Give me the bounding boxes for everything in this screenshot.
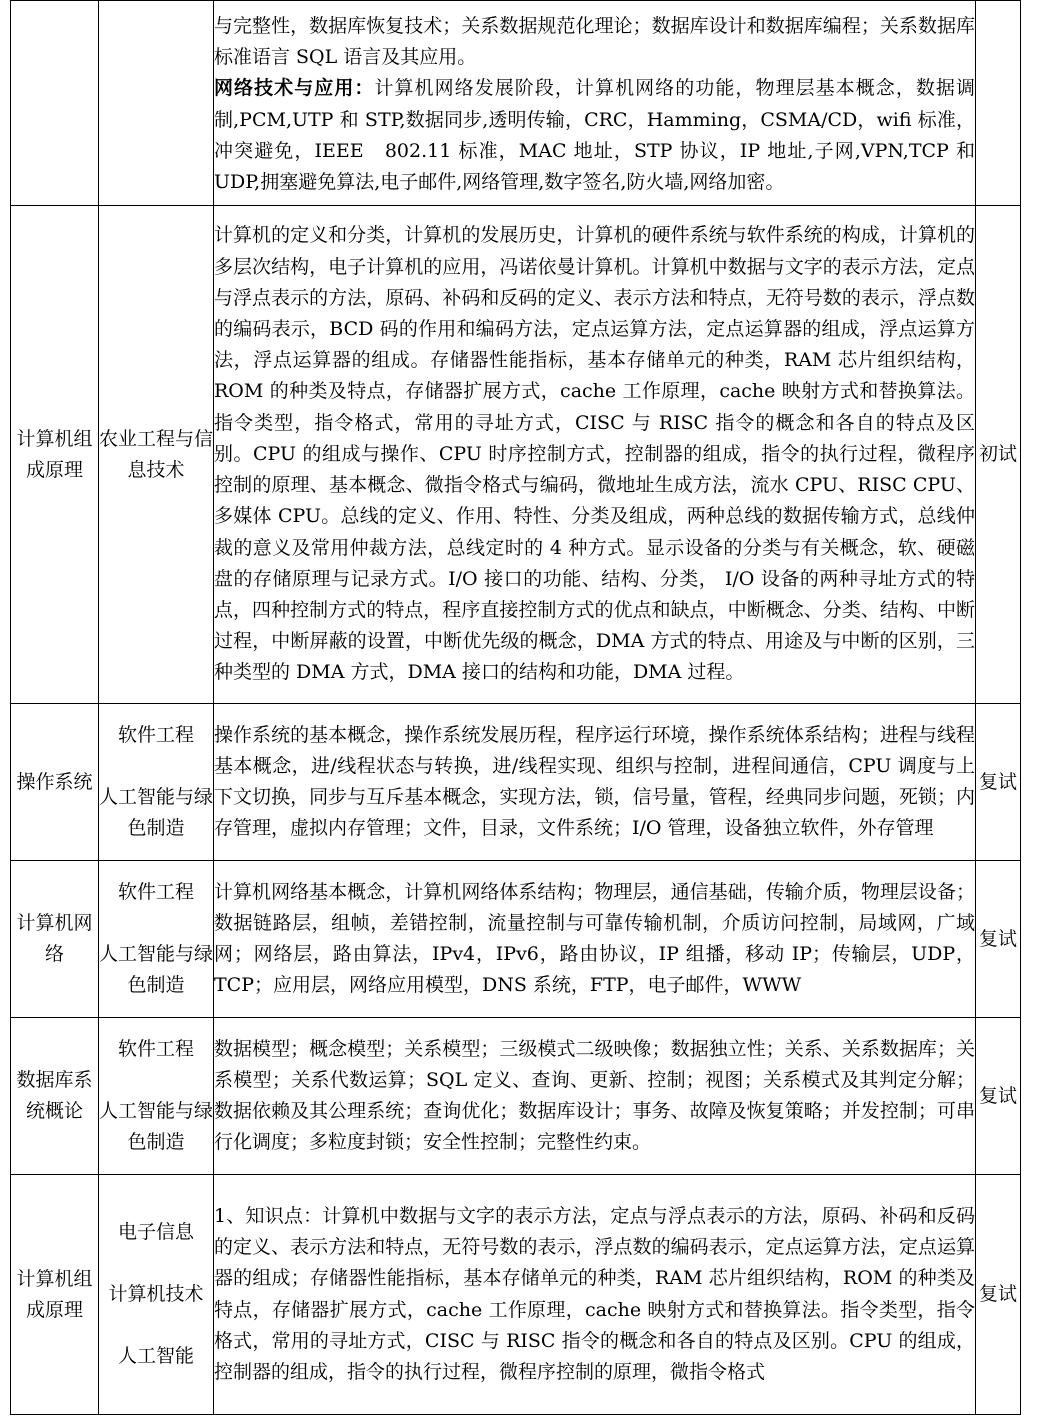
exam-cell [976, 704, 1021, 861]
major-name: 软件工程 [117, 724, 194, 746]
major-name: 计算机技术 [108, 1283, 204, 1305]
major-cell [99, 704, 214, 861]
course-name: 操作系统 [16, 770, 93, 793]
course-name: 计算机组成原理 [16, 427, 93, 481]
major-spacer [99, 908, 213, 939]
table-row [11, 704, 1021, 861]
content-text: 数据模型；概念模型；关系模型；三级模式二级映像；数据独立性；关系、关系数据库；关系模型；关系代数运算；SQL 定义、查询、更新、控制；视图；关系模式及其判定分解；数据依赖及其公理系统；查询优化；数据库设计；事务、故障及恢复策略；并发控制；可串行化调度；多粒度封锁；安全性控制；完整性约束。 [214, 1037, 975, 1154]
content-cell [214, 704, 976, 861]
content-cell [214, 1175, 976, 1415]
major-name: 农业工程与信息技术 [99, 427, 214, 481]
major-name: 人工智能与绿色制造 [99, 943, 214, 996]
major-name: 人工智能与绿色制造 [99, 1100, 214, 1153]
content-cell [214, 1018, 976, 1175]
course-cell [11, 1, 99, 206]
content-cell [214, 1, 976, 206]
major-name: 软件工程 [117, 1038, 194, 1060]
content-cell [214, 206, 976, 704]
major-name: 电子信息 [117, 1221, 194, 1243]
course-name: 计算机网络 [16, 912, 93, 965]
course-cell [11, 1175, 99, 1415]
content-paragraph [214, 73, 975, 198]
table-row [11, 1018, 1021, 1175]
exam-type: 复试 [978, 770, 1017, 793]
major-name: 软件工程 [117, 881, 194, 903]
major-spacer [99, 1310, 213, 1341]
major-cell [99, 1018, 214, 1175]
content-text: 计算机网络基本概念，计算机网络体系结构；物理层，通信基础，传输介质，物理层设备；数据链路层，组帧，差错控制，流量控制与可靠传输机制，介质访问控制，局域网，广域网；网络层，路由算法，IPv4，IPv6，路由协议，IP 组播，移动 IP；传输层，UDP，TCP；应用层，网络应用模型，DNS 系统，FTP，电子邮件，WWW [214, 880, 975, 997]
exam-cell [976, 1175, 1021, 1415]
table-row [11, 1, 1021, 206]
content-text: 计算机网络发展阶段，计算机网络的功能，物理层基本概念，数据调制,PCM,UTP 和 STP,数据同步,透明传输，CRC，Hamming，CSMA/CD，wifi 标准，冲突避免，IEEE 802.11 标准，MAC 地址，STP 协议，IP 地址,子网,VPN,TCP 和 UDP,拥塞避免算法,电子邮件,网络管理,数字签名,防火墙,网络加密。 [214, 77, 975, 193]
major-name: 人工智能与绿色制造 [99, 786, 214, 839]
major-spacer [99, 1065, 213, 1096]
major-cell [99, 206, 214, 704]
table-row [11, 206, 1021, 704]
content-text: 操作系统的基本概念，操作系统发展历程，程序运行环境，操作系统体系结构；进程与线程基本概念，进/线程状态与转换，进/线程实现、组织与控制，进程间通信，CPU 调度与上下文切换，同步与互斥基本概念，实现方法，锁，信号量，管程，经典同步问题，死锁；内存管理，虚拟内存管理；文件，目录，文件系统；I/O 管理，设备独立软件，外存管理 [214, 723, 975, 840]
exam-cell [976, 206, 1021, 704]
table-row [11, 861, 1021, 1018]
exam-type: 复试 [978, 927, 1017, 950]
content-text: 计算机的定义和分类，计算机的发展历史，计算机的硬件系统与软件系统的构成，计算机的多层次结构，电子计算机的应用，冯诺依曼计算机。计算机中数据与文字的表示方法，定点与浮点表示的方法，原码、补码和反码的定义、表示方法和特点，无符号数的表示，浮点数的编码表示，BCD 码的作用和编码方法，定点运算方法，定点运算器的组成，浮点运算方法，浮点运算器的组成。存储器性能指标，基本存储单元的种类，RAM 芯片组织结构，ROM 的种类及特点，存储器扩展方式，cache 工作原理，cache 映射方式和替换算法。指令类型，指令格式，常用的寻址方式，CISC 与 RISC 指令的概念和各自的特点及区别。CPU 的组成与操作、CPU 时序控制方式，控制器的组成，指令的执行过程，微程序控制的原理、基本概念、微指令格式与编码，微地址生成方法，流水 CPU、RISC CPU、多媒体 CPU。总线的定义、作用、特性、分类及组成，两种总线的数据传输方式，总线仲裁的意义及常用仲裁方法，总线定时的 4 种方式。显示设备的分类与有关概念，软、硬磁盘的存储原理与记录方式。I/O 接口的功能、结构、分类， I/O 设备的两种寻址方式的特点，四种控制方式的特点，程序直接控制方式的优点和缺点，中断概念、分类、结构、中断过程，中断屏蔽的设置，中断优先级的概念，DMA 方式的特点、用途及与中断的区别，三种类型的 DMA 方式，DMA 接口的结构和功能，DMA 过程。 [214, 224, 975, 684]
course-cell [11, 704, 99, 861]
course-name: 计算机组成原理 [16, 1267, 93, 1321]
major-cell [99, 1, 214, 206]
major-cell [99, 1175, 214, 1415]
syllabus-table [10, 0, 1021, 1415]
content-text: 1、知识点：计算机中数据与文字的表示方法，定点与浮点表示的方法，原码、补码和反码的定义、表示方法和特点，无符号数的表示，浮点数的编码表示，定点运算方法，定点运算器的组成；存储器性能指标，基本存储单元的种类，RAM 芯片组织结构，ROM 的种类及特点，存储器扩展方式，cache 工作原理，cache 映射方式和替换算法。指令类型，指令格式，常用的寻址方式，CISC 与 RISC 指令的概念和各自的特点及区别。CPU 的组成，控制器的组成，指令的执行过程，微程序控制的原理，微指令格式 [214, 1204, 975, 1383]
major-spacer [99, 751, 213, 782]
exam-type: 复试 [978, 1084, 1017, 1107]
exam-type: 初试 [978, 443, 1017, 465]
course-name: 数据库系统概论 [16, 1069, 93, 1122]
exam-cell [976, 1, 1021, 206]
content-text: 与完整性，数据库恢复技术；关系数据规范化理论；数据库设计和数据库编程；关系数据库标准语言 SQL 语言及其应用。 [214, 14, 975, 69]
major-name: 人工智能 [117, 1345, 194, 1367]
topic-label: 网络技术与应用： [214, 77, 375, 100]
major-spacer [99, 1248, 213, 1279]
exam-cell [976, 861, 1021, 1018]
table-row [11, 1175, 1021, 1415]
exam-cell [976, 1018, 1021, 1175]
exam-type: 复试 [978, 1283, 1017, 1305]
content-cell [214, 861, 976, 1018]
course-cell [11, 206, 99, 704]
course-cell [11, 1018, 99, 1175]
major-cell [99, 861, 214, 1018]
course-cell [11, 861, 99, 1018]
